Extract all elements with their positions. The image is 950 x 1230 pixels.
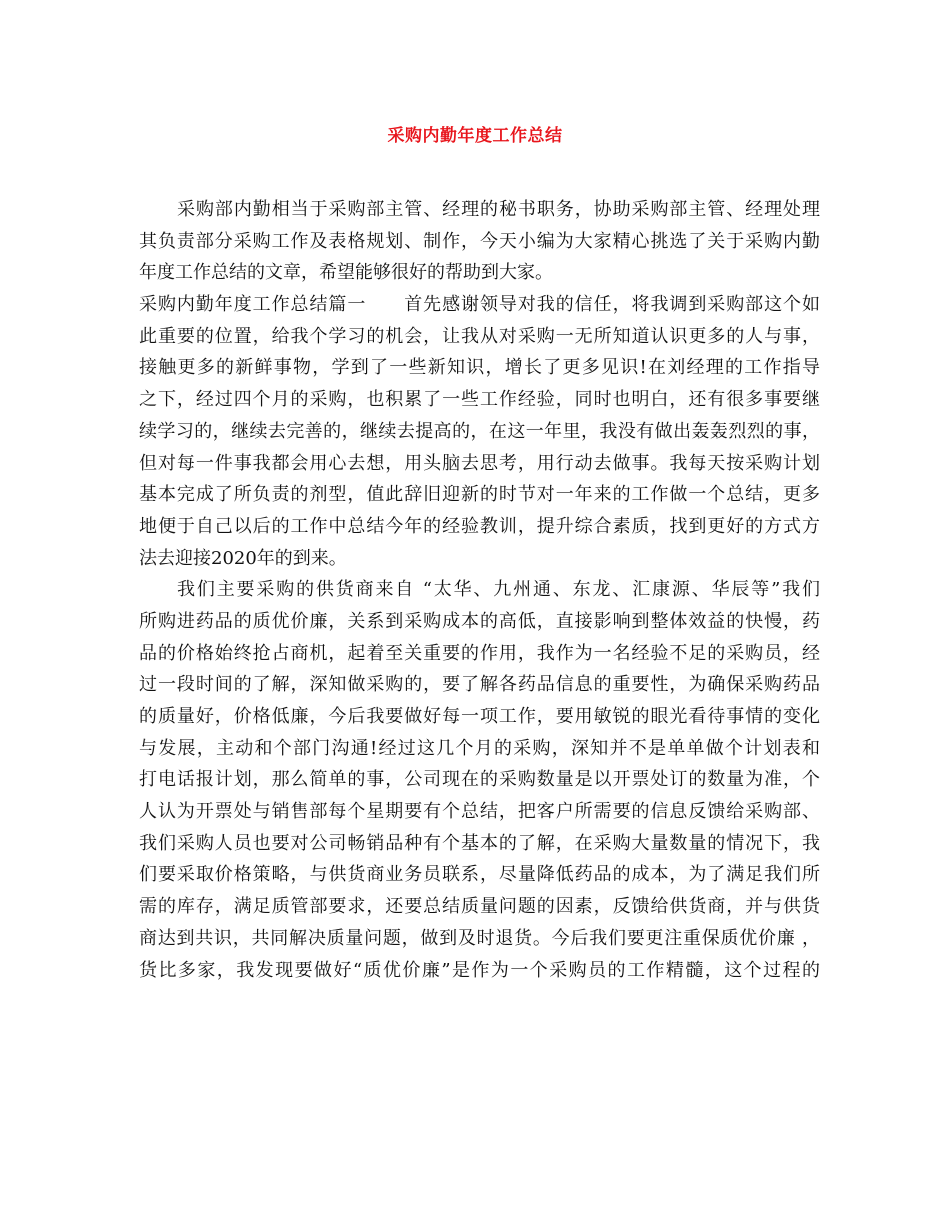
- document-title: 采购内勤年度工作总结: [387, 126, 563, 146]
- text-line: 基本完成了所负责的剂型，值此辞旧迎新的时节对一年来的工作做一个总结，更多: [139, 484, 820, 506]
- text-line: 此重要的位置，给我个学习的机会，让我从对采购一无所知道认识更多的人与事，: [139, 325, 820, 347]
- text-line: 采购内勤年度工作总结篇一 首先感谢领导对我的信任，将我调到采购部这个如: [139, 294, 820, 316]
- text-line: 的质量好，价格低廉，今后我要做好每一项工作，要用敏锐的眼光看待事情的变化: [139, 706, 820, 727]
- text-line: 之下，经过四个月的采购，也积累了一些工作经验，同时也明白，还有很多事要继: [139, 389, 820, 411]
- text-line: 货比多家，我发现要做好“质优价廉”是作为一个采购员的工作精髓，这个过程的: [139, 959, 820, 981]
- text-line: 们要采取价格策略，与供货商业务员联系，尽量降低药品的成本，为了满足我们所: [139, 864, 820, 886]
- document-body: [139, 194, 820, 986]
- text-line: 打电话报计划，那么简单的事，公司现在的采购数量是以开票处订的数量为准，个: [139, 769, 820, 791]
- text-line: 接触更多的新鲜事物，学到了一些新知识，增长了更多见识!在刘经理的工作指导: [139, 357, 820, 379]
- text-line: 需的库存，满足质管部要求，还要总结质量问题的因素，反馈给供货商，并与供货: [139, 896, 820, 918]
- text-line: 商达到共识，共同解决质量问题，做到及时退货。今后我们要更注重保质优价廉 ，: [139, 927, 820, 949]
- text-line: 品的价格始终抢占商机，起着至关重要的作用，我作为一名经验不足的采购员，经: [139, 642, 820, 664]
- text-line: 但对每一件事我都会用心去想，用头脑去思考，用行动去做事。我每天按采购计划: [139, 452, 820, 474]
- text-line: 我们采购人员也要对公司畅销品种有个基本的了解，在采购大量数量的情况下，我: [139, 832, 820, 854]
- text-line: 续学习的，继续去完善的，继续去提高的，在这一年里，我没有做出轰轰烈烈的事，: [139, 420, 820, 442]
- text-line: 地便于自己以后的工作中总结今年的经验教训，提升综合素质，找到更好的方式方: [139, 515, 820, 537]
- text-line: 过一段时间的了解，深知做采购的，要了解各药品信息的重要性，为确保采购药品: [139, 674, 820, 696]
- text-line: 与发展，主动和个部门沟通!经过这几个月的采购，深知并不是单单做个计划表和: [139, 737, 820, 759]
- text-line: 所购进药品的质优价廉，关系到采购成本的高低，直接影响到整体效益的快慢，药: [139, 610, 820, 632]
- text-line: 采购部内勤相当于采购部主管、经理的秘书职务，协助采购部主管、经理处理: [177, 199, 820, 220]
- text-line: 我们主要采购的供货商来自 “太华、九州通、东龙、汇康源、华辰等”我们: [177, 579, 820, 601]
- text-line: 其负责部分采购工作及表格规划、制作，今天小编为大家精心挑选了关于采购内勤: [139, 230, 820, 252]
- text-line: 法去迎接2020年的到来。: [139, 547, 347, 569]
- text-line: 人认为开票处与销售部每个星期要有个总结，把客户所需要的信息反馈给采购部、: [139, 801, 820, 823]
- text-line: 年度工作总结的文章，希望能够很好的帮助到大家。: [139, 262, 553, 284]
